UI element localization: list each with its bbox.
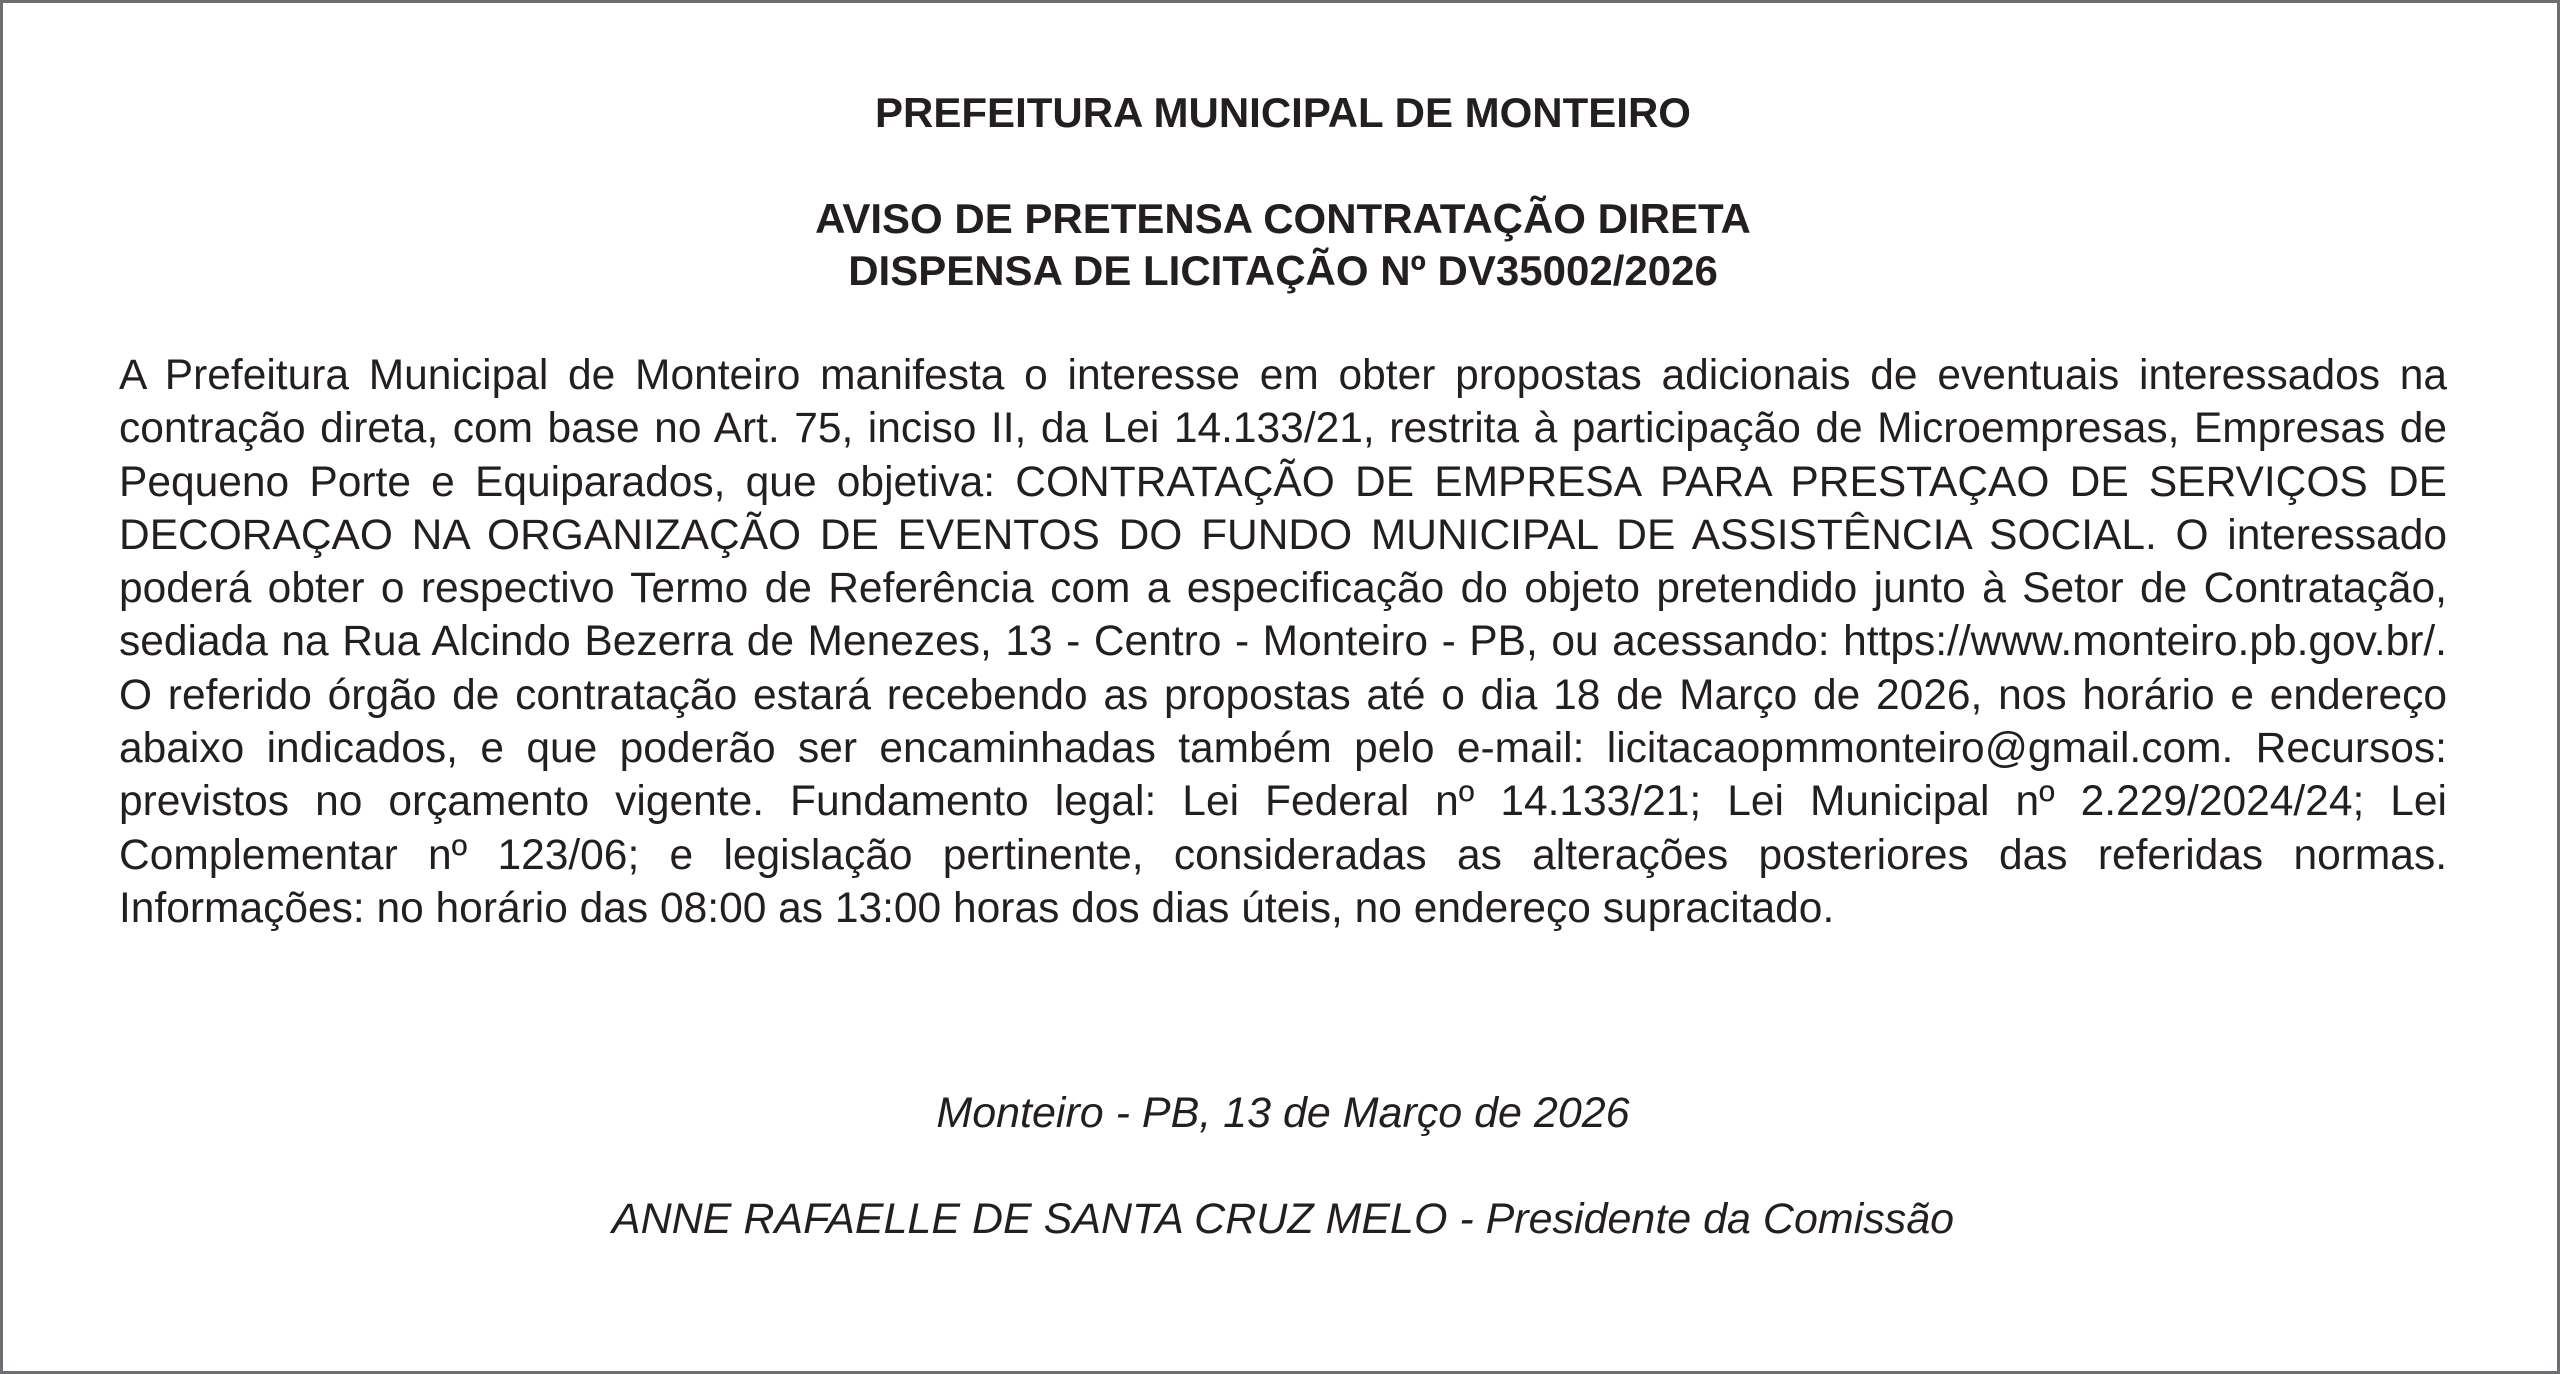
place-date: Monteiro - PB, 13 de Março de 2026 <box>936 1089 1630 1137</box>
signature: ANNE RAFAELLE DE SANTA CRUZ MELO - Presidente da Comissão <box>611 1195 1955 1243</box>
notice-body: A Prefeitura Municipal de Monteiro manifesta o interesse em obter propostas adicionais de eventuais interessados na contração direta, com base no Art. 75, inciso II, da Lei 14.133/21, restrita à participação de Microempresas, Empresas de Pequeno Porte e Equiparados, que objetiva: CONTRATAÇÃO DE EMPRESA PARA PRESTAÇAO DE SERVIÇOS DE DECORAÇAO NA ORGANIZAÇÃO DE EVENTOS DO FUNDO MUNICIPAL DE ASSISTÊNCIA SOCIAL. O interessado poderá obter o respectivo Termo de Referência com a especificação do objeto pretendido junto à Setor de Contratação, sediada na Rua Alcindo Bezerra de Menezes, 13 - Centro - Monteiro - PB, ou acessando: https://www.monteiro.pb.gov.br/. O referido órgão de contratação estará recebendo as propostas até o dia 18 de Março de 2026, nos horário e endereço abaixo indicados, e que poderão ser encaminhadas também pelo e-mail: licitacaopmmonteiro@gmail.com. Recursos: previstos no orçamento vigente. Fundamento legal: Lei Federal nº 14.133/21; Lei Municipal nº 2.229/2024/24; Lei Complementar nº 123/06; e legislação pertinente, consideradas as alterações posteriores das referidas normas. Informações: no horário das 08:00 as 13:00 horas dos dias úteis, no endereço supracitado. <box>119 352 2447 932</box>
notice-title: AVISO DE PRETENSA CONTRATAÇÃO DIRETA <box>815 195 1751 242</box>
notice-subtitle: DISPENSA DE LICITAÇÃO Nº DV35002/2026 <box>848 247 1718 294</box>
organization-title: PREFEITURA MUNICIPAL DE MONTEIRO <box>875 89 1691 136</box>
